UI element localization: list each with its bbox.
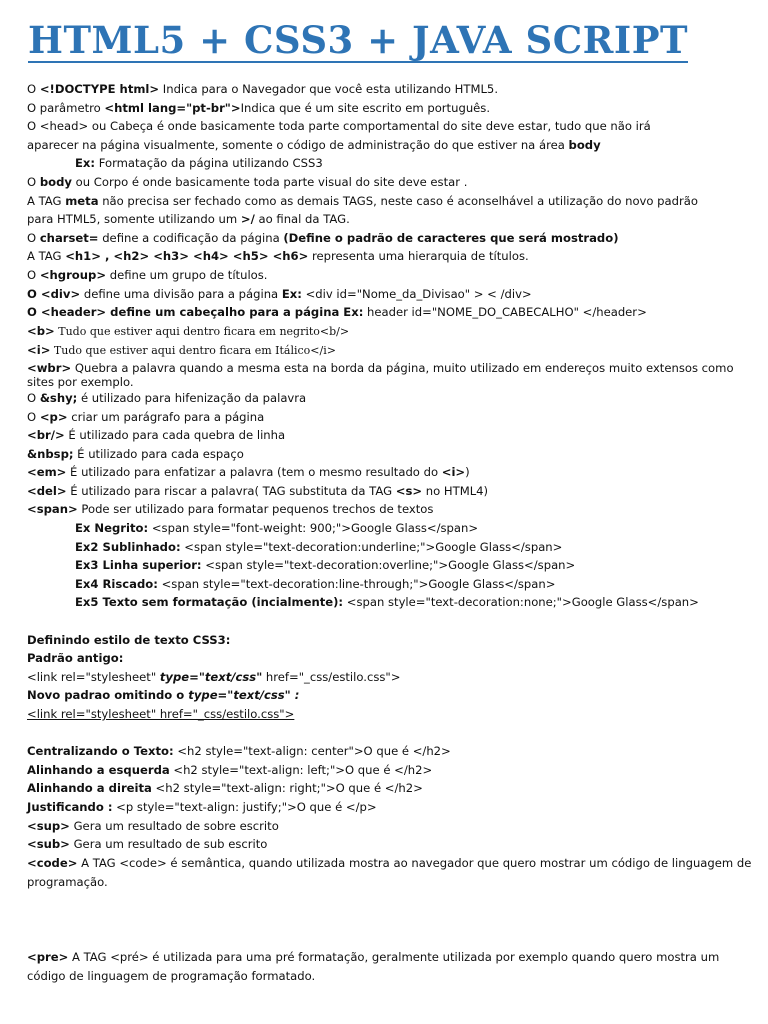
spacer — [27, 612, 752, 631]
new-standard-heading: Novo padrao omitindo o type="text/css" : — [27, 688, 300, 703]
italic-tag-line: <i> Tudo que estiver aqui dentro ficara em Itálico</i> — [27, 343, 336, 358]
css-section-heading: Definindo estilo de texto CSS3: — [27, 632, 231, 647]
p-tag-line: O <p> criar um parágrafo para a página — [27, 409, 265, 424]
sup-tag-line: <sup> Gera um resultado de sobre escrito — [27, 818, 279, 833]
head-line-cont: aparecer na página visualmente, somente o código de administração do que estiver na área body — [27, 137, 601, 152]
hgroup-line: O <hgroup> define um grupo de títulos. — [27, 267, 268, 282]
align-center-line: Centralizando o Texto: <h2 style="text-align: center">O que é </h2> — [27, 744, 451, 759]
headings-line: A TAG <h1> , <h2> <h3> <h4> <h5> <h6> representa uma hierarquia de títulos. — [27, 249, 529, 264]
code-tag-line: <code> A TAG <code> é semântica, quando utilizada mostra ao navegador que quero mostrar um código de linguagem de programação. — [27, 855, 752, 889]
header-line: O <header> define um cabeçalho para a página Ex: header id="NOME_DO_CABECALHO" </header> — [27, 305, 647, 320]
align-right-line: Alinhando a direita <h2 style="text-align: right;">O que é </h2> — [27, 781, 423, 796]
shy-line: O &shy; é utilizado para hifenização da palavra — [27, 390, 307, 405]
pre-tag-line: <pre> A TAG <pré> é utilizada para uma pré formatação, geralmente utilizada por exemplo quando quero mostra um código de linguagem de programação formatado. — [27, 949, 720, 983]
sub-tag-line: <sub> Gera um resultado de sub escrito — [27, 837, 268, 852]
old-standard-heading: Padrão antigo: — [27, 651, 124, 666]
span-example-overline: Ex3 Linha superior: <span style="text-decoration:overline;">Google Glass</span> — [75, 558, 576, 573]
html-lang-line: O parâmetro <html lang="pt-br">Indica que é um site escrito em português. — [27, 100, 491, 115]
span-tag-line: <span> Pode ser utilizado para formatar pequenos trechos de textos — [27, 502, 434, 517]
head-example-line: Ex: Formatação da página utilizando CSS3 — [75, 156, 323, 171]
doctype-line: O <!DOCTYPE html> Indica para o Navegador que você esta utilizando HTML5. — [27, 82, 498, 96]
old-link-line: <link rel="stylesheet" type="text/css" href="_css/estilo.css"> — [27, 669, 401, 684]
spacer — [27, 724, 752, 743]
div-line: O <div> define uma divisão para a página Ex: <div id="Nome_da_Divisao" > < /div> — [27, 286, 532, 301]
meta-line-cont: para HTML5, somente utilizando um >/ ao final da TAG. — [27, 212, 350, 227]
spacer — [27, 892, 752, 948]
charset-line: O charset= define a codificação da página (Define o padrão de caracteres que será mostrado) — [27, 230, 619, 245]
wbr-line: <wbr> Quebra a palavra quando a mesma esta na borda da página, muito utilizado em endereços muito extensos como sites por exemplo. — [27, 360, 734, 389]
del-tag-line: <del> É utilizado para riscar a palavra( TAG substituta da TAG <s> no HTML4) — [27, 483, 489, 498]
span-example-strike: Ex4 Riscado: <span style="text-decoration:line-through;">Google Glass</span> — [75, 576, 556, 591]
justify-line: Justificando : <p style="text-align: justify;">O que é </p> — [27, 799, 377, 814]
body-line: O body ou Corpo é onde basicamente toda parte visual do site deve estar . — [27, 174, 468, 189]
nbsp-line: &nbsp; É utilizado para cada espaço — [27, 446, 244, 461]
document-body — [27, 80, 752, 986]
span-example-none: Ex5 Texto sem formatação (incialmente): <span style="text-decoration:none;">Google Glass</span> — [75, 595, 699, 610]
new-link-line: <link rel="stylesheet" href="_css/estilo.css"> — [27, 707, 295, 721]
span-example-bold: Ex Negrito: <span style="font-weight: 900;">Google Glass</span> — [75, 521, 479, 536]
br-tag-line: <br/> É utilizado para cada quebra de linha — [27, 428, 286, 443]
bold-tag-line: <b> Tudo que estiver aqui dentro ficara em negrito<b/> — [27, 323, 350, 338]
head-line: O <head> ou Cabeça é onde basicamente toda parte comportamental do site deve estar, tudo que não irá — [27, 119, 651, 134]
meta-line: A TAG meta não precisa ser fechado como as demais TAGS, neste caso é aconselhável a utilização do novo padrão — [27, 193, 698, 208]
page-title: HTML5 + CSS3 + JAVA SCRIPT — [28, 18, 689, 62]
span-example-underline: Ex2 Sublinhado: <span style="text-decoration:underline;">Google Glass</span> — [75, 539, 563, 554]
em-tag-line: <em> É utilizado para enfatizar a palavra (tem o mesmo resultado do <i>) — [27, 465, 470, 480]
align-left-line: Alinhando a esquerda <h2 style="text-align: left;">O que é </h2> — [27, 762, 433, 777]
